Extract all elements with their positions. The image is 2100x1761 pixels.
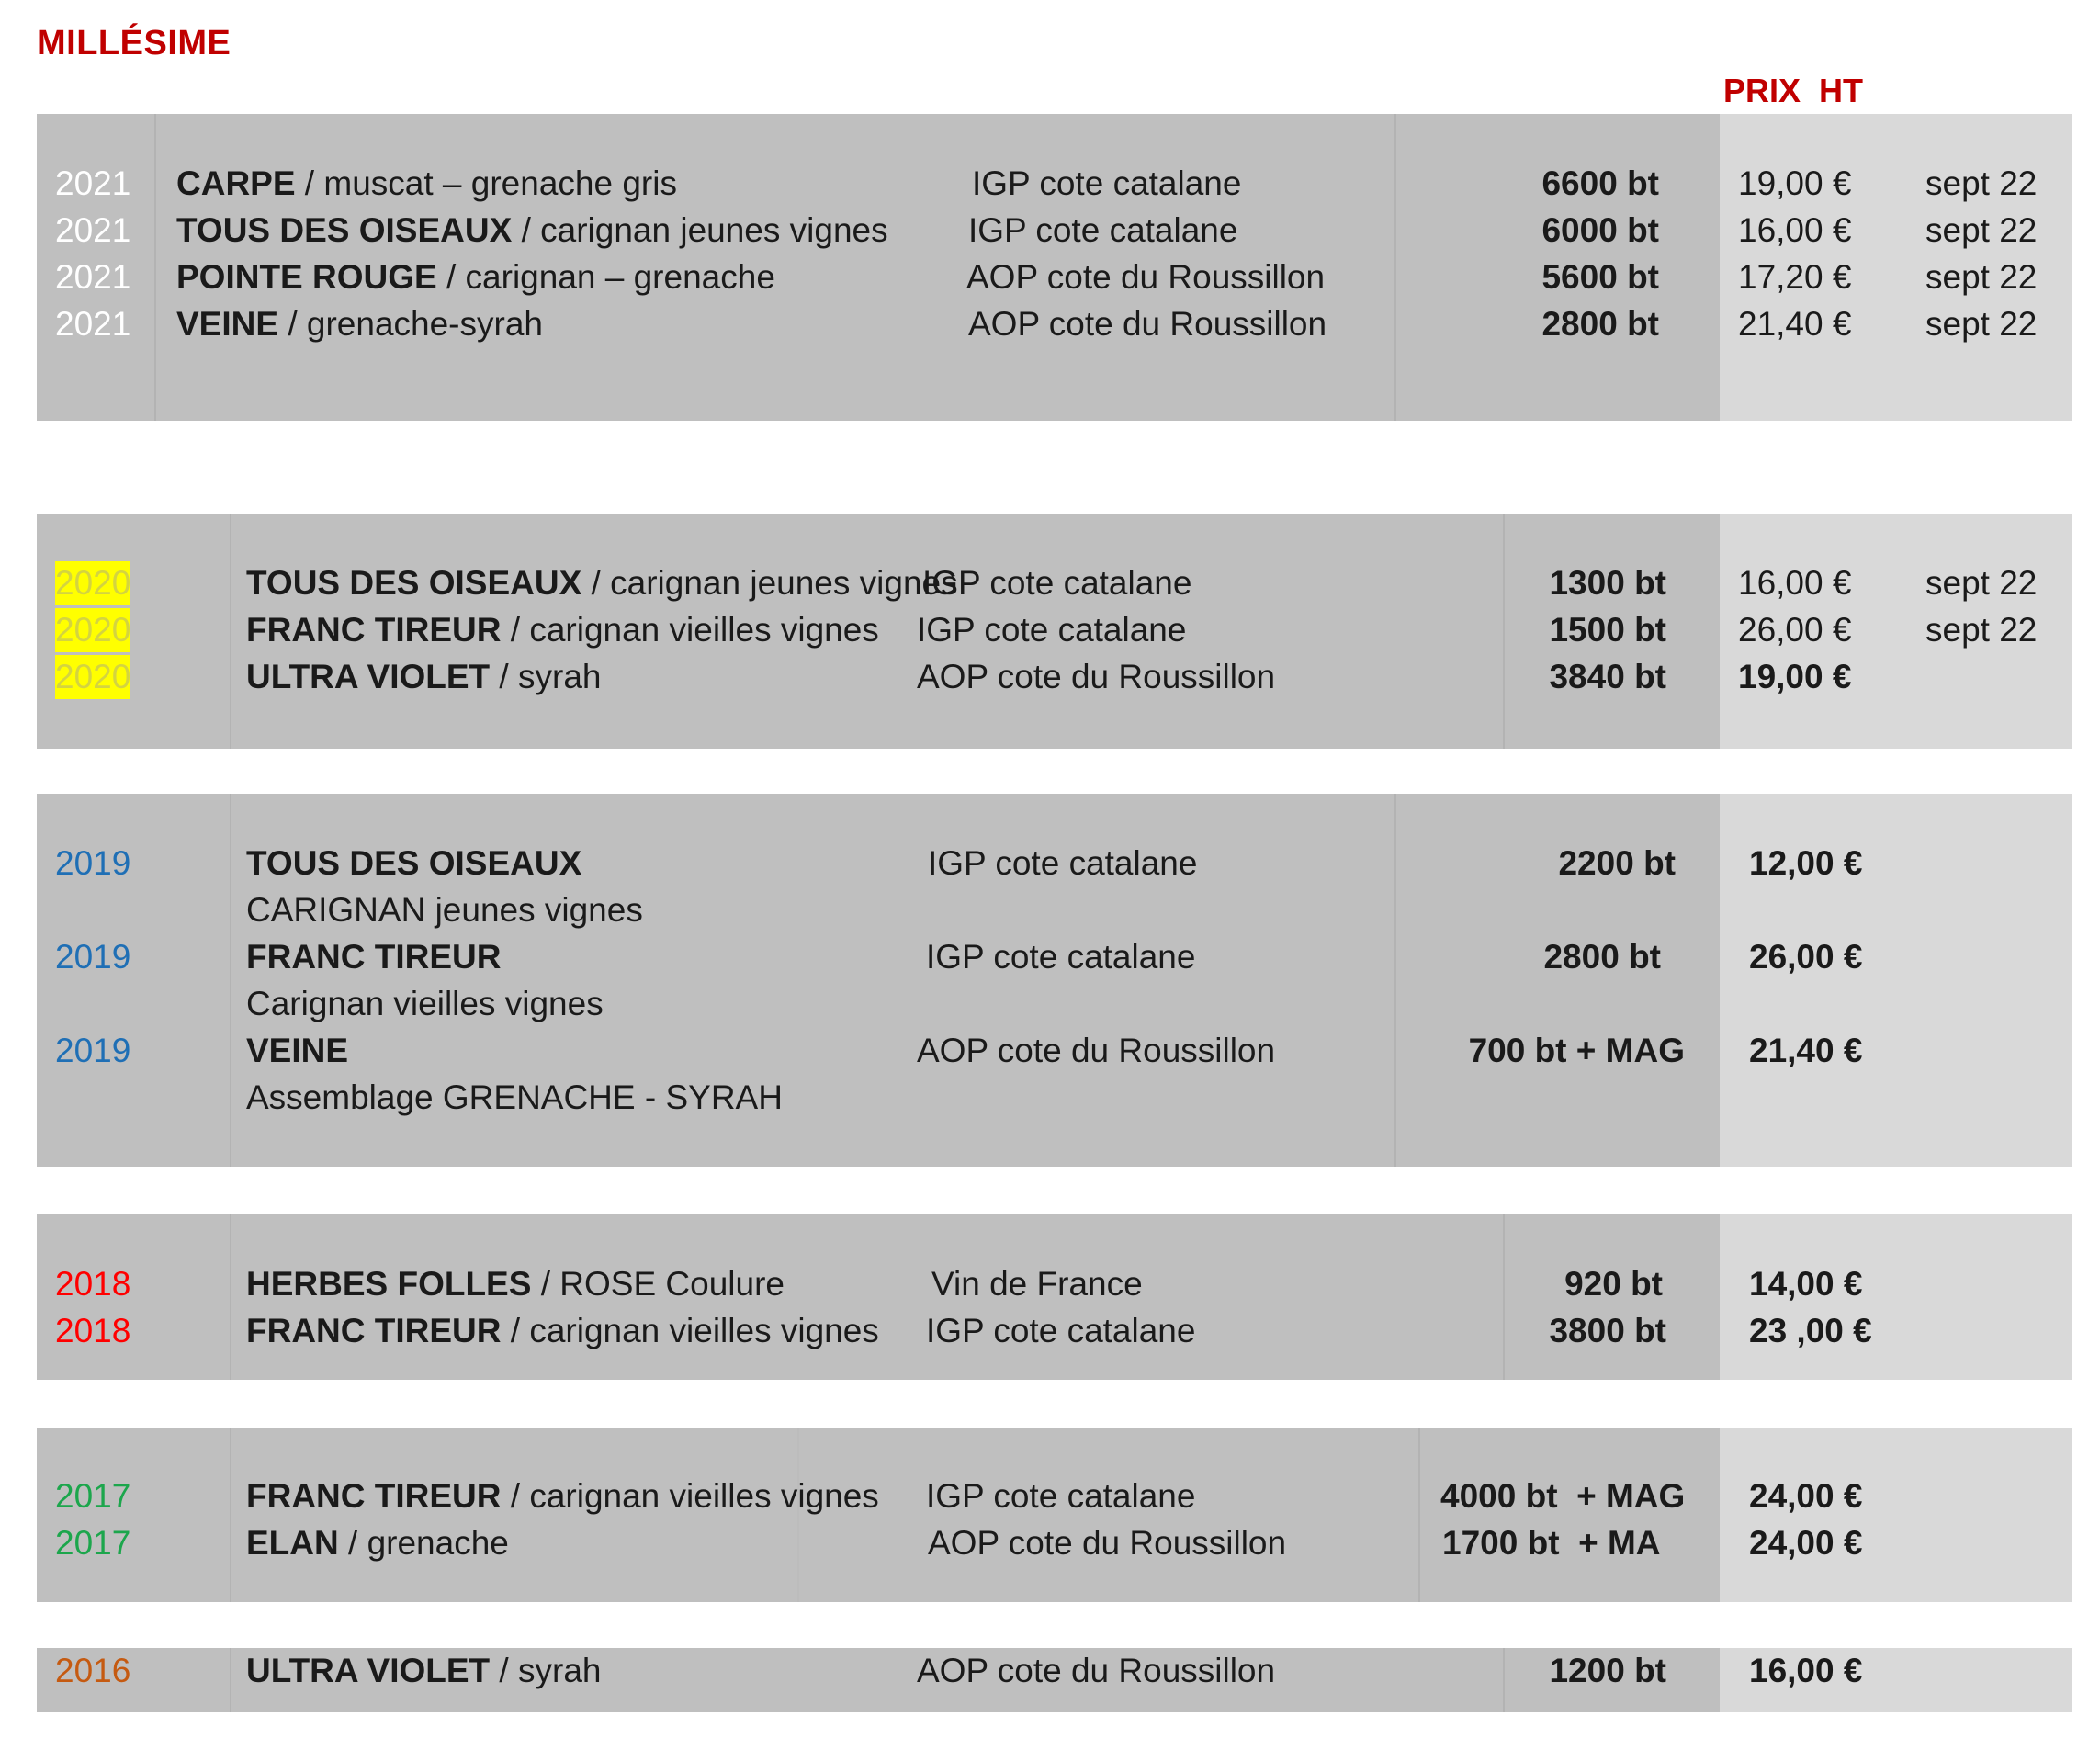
row-2021-4-wine	[176, 302, 543, 346]
wine-name: HERBES FOLLES	[246, 1265, 532, 1303]
row-2021-2-year: 2021	[55, 211, 131, 249]
row-2019-1-wine-name: TOUS DES OISEAUX	[246, 844, 582, 882]
row-2020-2-date: sept 22	[1925, 611, 2038, 649]
row-2021-3-price: 17,20 €	[1738, 258, 1852, 296]
price-header: PRIX HT	[1723, 72, 1864, 109]
row-2018-1-wine	[246, 1262, 785, 1306]
row-2020-2-year: 2020	[55, 608, 130, 652]
row-2017-1-appellation: IGP cote catalane	[926, 1477, 1196, 1515]
row-2021-1-volume: 6600 bt	[1541, 164, 1659, 202]
row-2018-2-wine	[246, 1309, 879, 1353]
row-2020-1-appellation: IGP cote catalane	[922, 564, 1192, 602]
row-2019-2-volume: 2800 bt	[1543, 938, 1661, 976]
wine-name: CARPE	[176, 164, 296, 202]
row-2019-1-price: 12,00 €	[1749, 844, 1863, 882]
row-2020-2-appellation: IGP cote catalane	[917, 611, 1187, 649]
row-2020-3-wine	[246, 655, 601, 699]
row-2016-1-wine	[246, 1649, 601, 1693]
row-2017-1-year: 2017	[55, 1477, 131, 1515]
row-2020-1-date: sept 22	[1925, 564, 2038, 602]
row-2019-2-sub: Carignan vieilles vignes	[246, 985, 604, 1022]
row-2018-2-price: 23 ,00 €	[1749, 1312, 1872, 1349]
row-2017-2-appellation: AOP cote du Roussillon	[928, 1524, 1287, 1562]
grape: / muscat – grenache gris	[295, 164, 677, 202]
row-2021-1-appellation: IGP cote catalane	[972, 164, 1242, 202]
row-2019-3-year: 2019	[55, 1032, 131, 1069]
row-2017-1-volume: 4000 bt + MAG	[1440, 1477, 1686, 1515]
row-2016-1-year: 2016	[55, 1652, 131, 1689]
wine-name: ULTRA VIOLET	[246, 658, 491, 695]
grape: / grenache	[338, 1524, 509, 1562]
row-2017-2-year: 2017	[55, 1524, 131, 1562]
row-2020-1-year: 2020	[55, 561, 130, 605]
row-2021-3-date: sept 22	[1925, 258, 2038, 296]
row-2018-2-volume: 3800 bt	[1549, 1312, 1666, 1349]
row-2020-3-year: 2020	[55, 655, 130, 699]
row-2021-3-appellation: AOP cote du Roussillon	[966, 258, 1326, 296]
row-2018-1-appellation: Vin de France	[931, 1265, 1143, 1303]
wine-name: ELAN	[246, 1524, 339, 1562]
row-2017-2-volume: 1700 bt + MA	[1442, 1524, 1661, 1562]
wine-name: TOUS DES OISEAUX	[246, 564, 582, 602]
grape: / grenache-syrah	[278, 305, 543, 343]
row-2021-1-date: sept 22	[1925, 164, 2038, 202]
grape: / carignan vieilles vignes	[501, 1312, 879, 1349]
row-2018-2-appellation: IGP cote catalane	[926, 1312, 1196, 1349]
row-2019-3-price: 21,40 €	[1749, 1032, 1863, 1069]
grape: / syrah	[490, 658, 602, 695]
row-2020-2-wine	[246, 608, 879, 652]
row-2020-2-price: 26,00 €	[1738, 611, 1852, 649]
row-2021-1-price: 19,00 €	[1738, 164, 1852, 202]
row-2019-1-sub: CARIGNAN jeunes vignes	[246, 891, 643, 929]
row-2018-2-year: 2018	[55, 1312, 131, 1349]
row-2016-1-volume: 1200 bt	[1549, 1652, 1666, 1689]
wine-name: ULTRA VIOLET	[246, 1652, 491, 1689]
row-2019-1-appellation: IGP cote catalane	[928, 844, 1198, 882]
row-2021-4-price: 21,40 €	[1738, 305, 1852, 343]
row-2021-1-wine	[176, 162, 677, 206]
row-2020-2-volume: 1500 bt	[1549, 611, 1666, 649]
row-2020-3-price: 19,00 €	[1738, 658, 1852, 695]
wine-name: FRANC TIREUR	[246, 1477, 502, 1515]
row-2020-1-wine	[246, 561, 958, 605]
wine-name: TOUS DES OISEAUX	[176, 211, 513, 249]
row-2019-3-sub: Assemblage GRENACHE - SYRAH	[246, 1078, 783, 1116]
row-2020-1-volume: 1300 bt	[1549, 564, 1666, 602]
row-2021-3-wine	[176, 255, 775, 299]
row-2017-1-price: 24,00 €	[1749, 1477, 1863, 1515]
row-2019-3-wine-name: VEINE	[246, 1032, 349, 1069]
row-2021-4-appellation: AOP cote du Roussillon	[968, 305, 1327, 343]
grape: / carignan vieilles vignes	[501, 1477, 879, 1515]
grape: / carignan jeunes vignes	[512, 211, 888, 249]
row-2021-4-year: 2021	[55, 305, 131, 343]
row-2018-1-volume: 920 bt	[1564, 1265, 1663, 1303]
grape: / carignan jeunes vignes	[581, 564, 958, 602]
row-2019-2-appellation: IGP cote catalane	[926, 938, 1196, 976]
page-title: MILLÉSIME	[37, 24, 231, 62]
row-2021-3-volume: 5600 bt	[1541, 258, 1659, 296]
row-2019-3-volume: 700 bt + MAG	[1468, 1032, 1685, 1069]
row-2016-1-appellation: AOP cote du Roussillon	[917, 1652, 1276, 1689]
row-2019-2-price: 26,00 €	[1749, 938, 1863, 976]
row-2017-2-price: 24,00 €	[1749, 1524, 1863, 1562]
row-2020-3-volume: 3840 bt	[1549, 658, 1666, 695]
grape: / syrah	[490, 1652, 602, 1689]
row-2021-2-appellation: IGP cote catalane	[968, 211, 1238, 249]
wine-name: FRANC TIREUR	[246, 611, 502, 649]
row-2017-1-wine	[246, 1474, 879, 1518]
row-2021-2-wine	[176, 209, 888, 253]
wine-name: FRANC TIREUR	[246, 1312, 502, 1349]
row-2021-1-year: 2021	[55, 164, 131, 202]
grape: / carignan vieilles vignes	[501, 611, 879, 649]
row-2021-2-price: 16,00 €	[1738, 211, 1852, 249]
row-2021-4-volume: 2800 bt	[1541, 305, 1659, 343]
row-2020-1-price: 16,00 €	[1738, 564, 1852, 602]
row-2016-1-price: 16,00 €	[1749, 1652, 1863, 1689]
grape: / ROSE Coulure	[531, 1265, 785, 1303]
wine-name: VEINE	[176, 305, 279, 343]
row-2018-1-price: 14,00 €	[1749, 1265, 1863, 1303]
row-2021-3-year: 2021	[55, 258, 131, 296]
row-2019-1-volume: 2200 bt	[1558, 844, 1676, 882]
row-2019-2-year: 2019	[55, 938, 131, 976]
wine-name: POINTE ROUGE	[176, 258, 437, 296]
grape: / carignan – grenache	[436, 258, 775, 296]
row-2019-1-year: 2019	[55, 844, 131, 882]
row-2019-3-appellation: AOP cote du Roussillon	[917, 1032, 1276, 1069]
row-2021-2-date: sept 22	[1925, 211, 2038, 249]
row-2019-2-wine-name: FRANC TIREUR	[246, 938, 502, 976]
row-2021-4-date: sept 22	[1925, 305, 2038, 343]
row-2018-1-year: 2018	[55, 1265, 131, 1303]
row-2017-2-wine	[246, 1521, 509, 1565]
row-2021-2-volume: 6000 bt	[1541, 211, 1659, 249]
row-2020-3-appellation: AOP cote du Roussillon	[917, 658, 1276, 695]
